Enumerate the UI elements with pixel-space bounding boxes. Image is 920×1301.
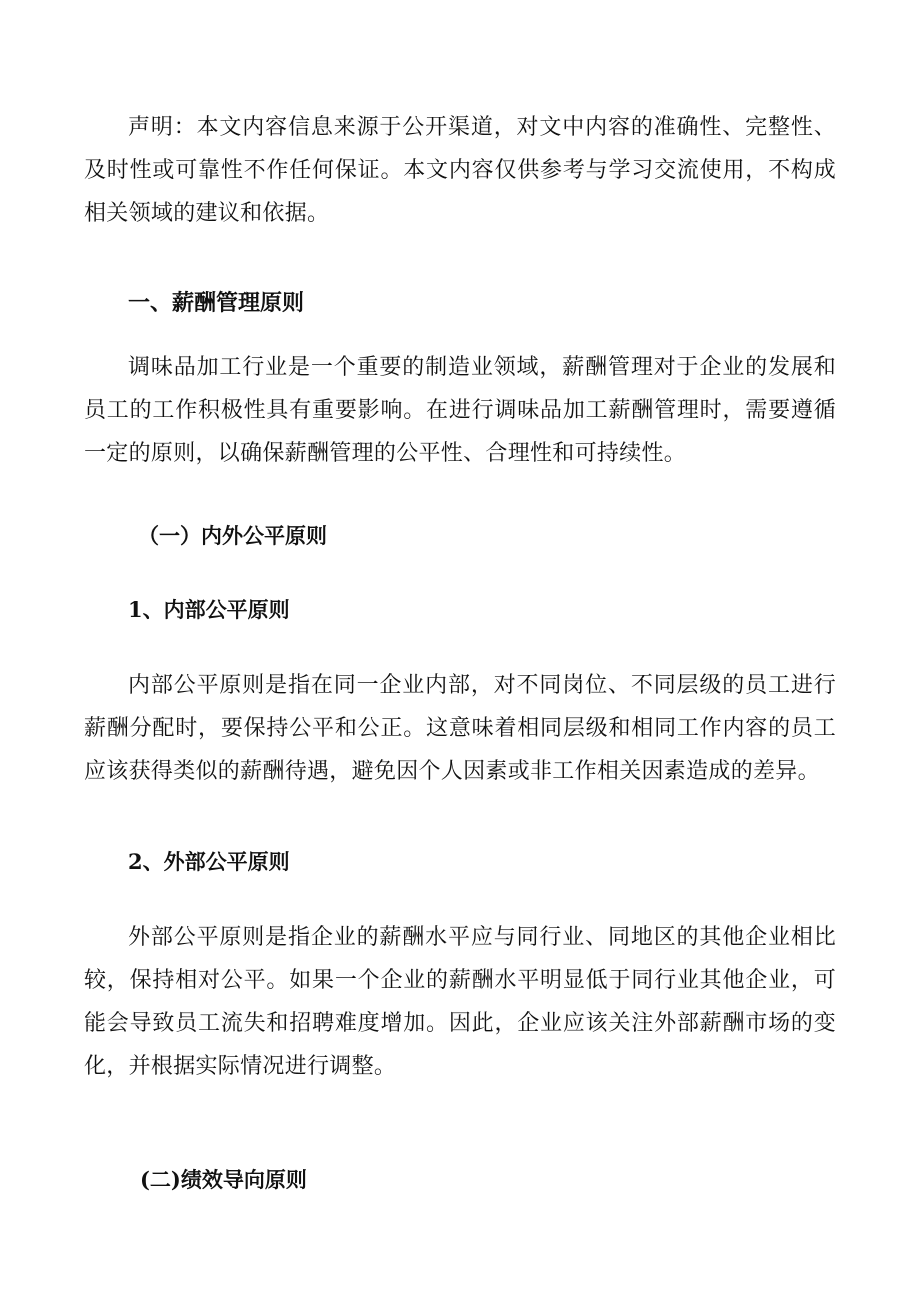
- subsection-heading-performance: (二)绩效导向原则: [140, 1167, 307, 1192]
- section-intro-paragraph: 调味品加工行业是一个重要的制造业领域，薪酬管理对于企业的发展和员工的工作积极性具有重要影响。在进行调味品加工薪酬管理时，需要遵循一定的原则，以确保薪酬管理的公平性、合理性和可持续性。: [84, 355, 836, 466]
- item-heading-internal-fairness: 1、内部公平原则: [128, 597, 290, 622]
- external-fairness-paragraph: 外部公平原则是指企业的薪酬水平应与同行业、同地区的其他企业相比较，保持相对公平。如果一个企业的薪酬水平明显低于同行业其他企业，可能会导致员工流失和招聘难度增加。因此，企业应该关注外部薪酬市场的变化，并根据实际情况进行调整。: [84, 925, 836, 1079]
- internal-fairness-paragraph: 内部公平原则是指在同一企业内部，对不同岗位、不同层级的员工进行薪酬分配时，要保持公平和公正。这意味着相同层级和相同工作内容的员工应该获得类似的薪酬待遇，避免因个人因素或非工作相关因素造成的差异。: [84, 673, 836, 784]
- subsection-heading-fairness: （一）内外公平原则: [138, 523, 327, 548]
- disclaimer-paragraph: 声明：本文内容信息来源于公开渠道，对文中内容的准确性、完整性、及时性或可靠性不作任何保证。本文内容仅供参考与学习交流使用，不构成相关领域的建议和依据。: [84, 115, 836, 226]
- section-heading-salary-principles: 一、薪酬管理原则: [128, 291, 305, 316]
- item-heading-external-fairness: 2、外部公平原则: [128, 849, 290, 874]
